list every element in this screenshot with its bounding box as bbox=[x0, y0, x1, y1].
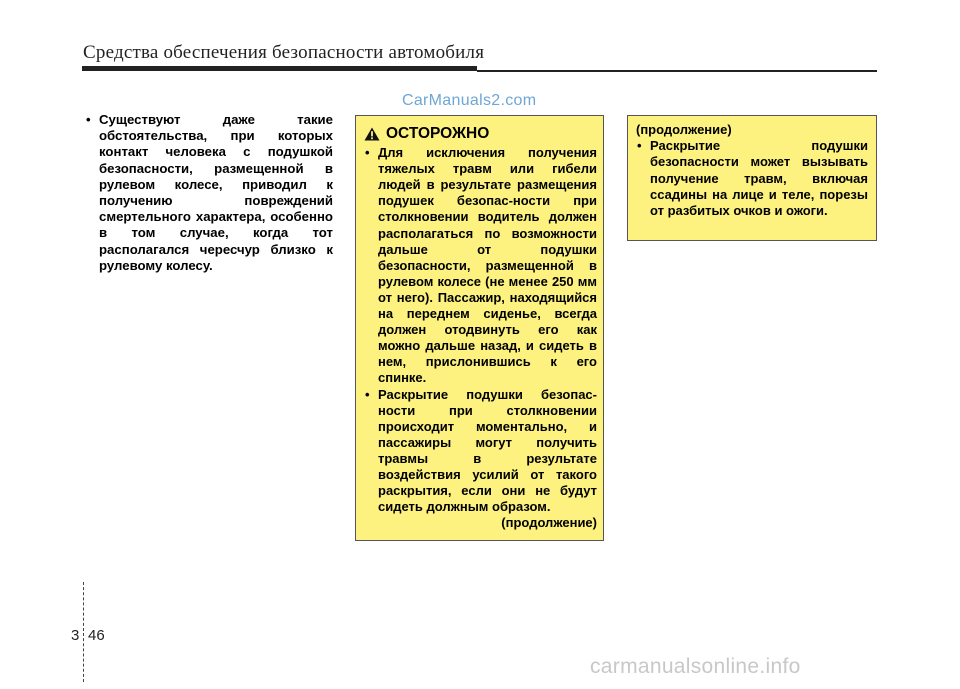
page-section-number: 3 bbox=[71, 627, 80, 644]
footer-watermark: carmanualsonline.info bbox=[590, 655, 801, 678]
watermark-link[interactable]: CarManuals2.com bbox=[402, 92, 537, 109]
page-header-title: Средства обеспечения безопасности автомобиля bbox=[83, 42, 485, 63]
header-rule-thick bbox=[82, 66, 477, 71]
warning-bullet-1: • Для исключения получения тяжелых травм или гибели людей в результате размещения подушек безопас-ности при столкновении водитель должен располагаться по возможности дальше от подушки безопасности, размещенной в рулевом колесе (не менее 250 мм от него). Пассажир, находящийся на переднем сиденье, всегда должен отодвинуть его как можно дальше назад, и сидеть в нем, прислонившись к его спинке. bbox=[364, 145, 597, 386]
footer-divider bbox=[83, 582, 84, 682]
continuation-bullet: • Раскрытие подушки безопасности может вызывать получение травм, включая ссадины на лице и теле, порезы от разбитых очков и ожоги. bbox=[636, 138, 868, 219]
page-number: 46 bbox=[88, 627, 105, 644]
header-rule-thin bbox=[477, 70, 877, 72]
warning-continued: (продолжение) bbox=[501, 515, 597, 531]
left-column bbox=[85, 112, 333, 274]
warning-triangle-icon bbox=[364, 127, 380, 141]
warning-box bbox=[355, 115, 604, 541]
warning-title: ОСТОРОЖНО bbox=[386, 125, 490, 142]
continuation-heading: (продолжение) bbox=[636, 122, 732, 137]
left-bullet-text: • Существуют даже такие обстоятельства, при которых контакт человека с подушкой безопасности, размещенной в рулевом колесе, приводил к получению повреждений смертельного характера, особенно в том случае, когда тот располагался чересчур близко к рулевому колесу. bbox=[85, 112, 333, 274]
continuation-box bbox=[627, 115, 877, 241]
warning-bullet-2: • Раскрытие подушки безопас-ности при столкновении происходит моментально, и пассажиры могут получить травмы в результате воздействия усилий от такого раскрытия, если они не будут сидеть должным образом. bbox=[364, 387, 597, 516]
warning-header bbox=[364, 126, 597, 142]
